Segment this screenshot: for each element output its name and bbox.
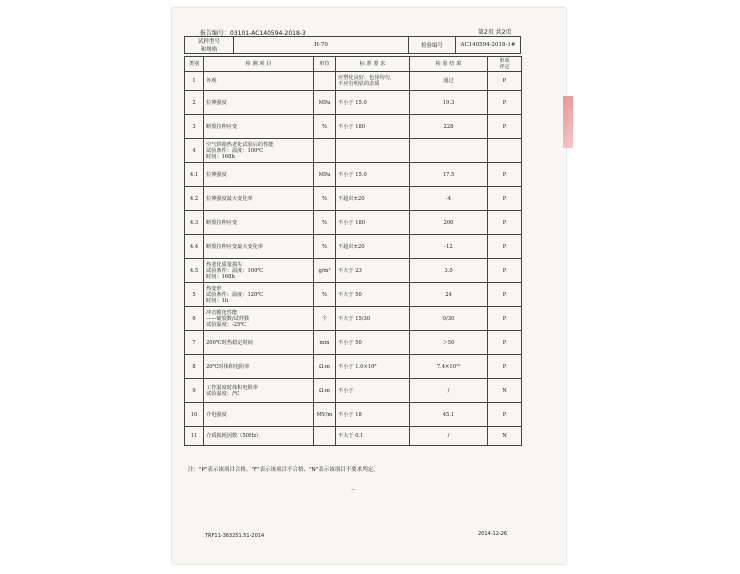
row-number: 9: [185, 379, 204, 403]
table-row: [185, 403, 522, 427]
row-result: 228: [410, 115, 488, 139]
row-result: 0/30: [410, 307, 488, 331]
test-results-table: [184, 56, 522, 446]
row-item: 断裂拉伸应变: [204, 115, 314, 139]
row-unit: %: [314, 187, 336, 211]
row-requirement: 不小于 15.0: [336, 91, 410, 115]
row-number: 5: [185, 283, 204, 307]
row-item: 外观: [204, 72, 314, 91]
row-item: 拉伸强度: [204, 91, 314, 115]
row-unit: [314, 427, 336, 446]
report-number: 报告编号：03101-AC140594-2018-3: [200, 30, 306, 37]
table-row: [185, 355, 522, 379]
row-requirement: 不小于 50: [336, 331, 410, 355]
row-number: 6: [185, 307, 204, 331]
table-row: [185, 163, 522, 187]
report-date: 2014-12-26: [478, 531, 508, 537]
row-requirement: 不超出±20: [336, 187, 410, 211]
row-result: 200: [410, 211, 488, 235]
row-number: 2: [185, 91, 204, 115]
col-result: 检 验 结 果: [410, 57, 488, 72]
row-number: 4.2: [185, 187, 204, 211]
row-unit: %: [314, 235, 336, 259]
row-item: 20℃时体积电阻率: [204, 355, 314, 379]
row-unit: MV/m: [314, 403, 336, 427]
row-result: [410, 139, 488, 163]
row-number: 10: [185, 403, 204, 427]
sample-info-table: [184, 36, 521, 54]
table-row: [185, 331, 522, 355]
row-unit: %: [314, 283, 336, 307]
row-requirement: 不大于 50: [336, 283, 410, 307]
row-verdict: N: [488, 427, 522, 446]
row-unit: %: [314, 211, 336, 235]
table-row: [185, 187, 522, 211]
table-row: [185, 427, 522, 446]
row-item: 200℃时热稳定时间: [204, 331, 314, 355]
model-value: H-70: [234, 37, 409, 54]
row-unit: Ω·m: [314, 355, 336, 379]
form-number: TRF11-363251.51-2014: [205, 533, 265, 539]
row-result: 3.0: [410, 259, 488, 283]
row-item: 热老化质量损失 试验条件：温度：100℃ 时间：168h: [204, 259, 314, 283]
row-requirement: 不小于 15.0: [336, 163, 410, 187]
row-requirement: 不大于 23: [336, 259, 410, 283]
table-row: [185, 283, 522, 307]
row-requirement: 不小于 1.0×10⁸: [336, 355, 410, 379]
row-result: -12: [410, 235, 488, 259]
row-requirement: 不小于 180: [336, 211, 410, 235]
table-row: [185, 379, 522, 403]
test-no-label: 检验编号: [409, 37, 456, 54]
row-unit: MPa: [314, 91, 336, 115]
row-verdict: P: [488, 259, 522, 283]
row-item: 拉伸强度: [204, 163, 314, 187]
row-verdict: P: [488, 115, 522, 139]
table-row: [185, 235, 522, 259]
table-row: [185, 211, 522, 235]
row-result: 24: [410, 283, 488, 307]
seal-stamp: [563, 96, 573, 148]
row-result: /: [410, 379, 488, 403]
row-unit: [314, 72, 336, 91]
row-item: 空气烘箱热老化试验后的性能 试验条件：温度：100℃ 时间：168h: [204, 139, 314, 163]
row-verdict: P: [488, 163, 522, 187]
row-unit: g/m²: [314, 259, 336, 283]
row-unit: min: [314, 331, 336, 355]
row-unit: Ω·m: [314, 379, 336, 403]
page-mark: ~: [351, 487, 356, 493]
row-verdict: P: [488, 211, 522, 235]
table-row: [185, 115, 522, 139]
row-number: 4.5: [185, 259, 204, 283]
row-requirement: 不小于: [336, 379, 410, 403]
row-number: 4: [185, 139, 204, 163]
footnote: 注："P"表示该项目合格、"F"表示该项目不合格、"N"表示该项目不要求判定。: [188, 467, 379, 473]
row-verdict: P: [488, 72, 522, 91]
table-header-row: [185, 57, 522, 72]
row-verdict: [488, 139, 522, 163]
row-result: 17.5: [410, 163, 488, 187]
row-item: 断裂拉伸应变: [204, 211, 314, 235]
row-number: 3: [185, 115, 204, 139]
row-item: 断裂拉伸应变最大变化率: [204, 235, 314, 259]
row-unit: MPa: [314, 163, 336, 187]
row-verdict: N: [488, 379, 522, 403]
table-row: [185, 91, 522, 115]
row-number: 8: [185, 355, 204, 379]
model-label: 试样型号 和规格: [185, 37, 234, 54]
row-number: 4.1: [185, 163, 204, 187]
row-item: 热变形 试验条件：温度：120℃ 时间：1h: [204, 283, 314, 307]
row-requirement: 不小于 18: [336, 403, 410, 427]
row-number: 4.3: [185, 211, 204, 235]
row-requirement: 不大于 15/30: [336, 307, 410, 331]
row-requirement: 不超出±20: [336, 235, 410, 259]
row-result: -4: [410, 187, 488, 211]
row-number: 1: [185, 72, 204, 91]
row-verdict: P: [488, 235, 522, 259]
table-row: [185, 307, 522, 331]
row-result: /: [410, 427, 488, 446]
row-item: 介质损耗因数（50Hz）: [204, 427, 314, 446]
test-no-value: AC140594-2018-1#: [456, 37, 521, 54]
col-category: 类别: [185, 57, 204, 72]
row-result: 通过: [410, 72, 488, 91]
row-requirement: [336, 139, 410, 163]
table-row: [185, 139, 522, 163]
row-requirement: 不大于 0.1: [336, 427, 410, 446]
row-verdict: P: [488, 403, 522, 427]
row-item: 拉伸强度最大变化率: [204, 187, 314, 211]
row-unit: 个: [314, 307, 336, 331]
col-verdict: 单项 评定: [488, 57, 522, 72]
row-requirement: 应塑化良好、色泽均匀， 不应有明显的杂质: [336, 72, 410, 91]
row-number: 7: [185, 331, 204, 355]
col-requirement: 标 准 要 求: [336, 57, 410, 72]
row-number: 11: [185, 427, 204, 446]
row-unit: [314, 139, 336, 163]
row-item: 工作温度时体积电阻率 试验温度：/℃: [204, 379, 314, 403]
row-item: 介电强度: [204, 403, 314, 427]
row-unit: %: [314, 115, 336, 139]
row-result: 7.4×10¹⁰: [410, 355, 488, 379]
row-verdict: P: [488, 91, 522, 115]
row-verdict: P: [488, 187, 522, 211]
row-verdict: P: [488, 331, 522, 355]
col-item: 检 测 项 目: [204, 57, 314, 72]
row-result: ＞50: [410, 331, 488, 355]
table-row: [185, 259, 522, 283]
page-number: 第2页 共2页: [478, 29, 512, 36]
row-item: 冲击脆化性能 ——破裂数/试样数 试验温度：-25℃: [204, 307, 314, 331]
row-verdict: P: [488, 283, 522, 307]
row-number: 4.4: [185, 235, 204, 259]
row-requirement: 不小于 180: [336, 115, 410, 139]
row-result: 45.1: [410, 403, 488, 427]
row-verdict: P: [488, 307, 522, 331]
row-result: 19.3: [410, 91, 488, 115]
row-verdict: P: [488, 355, 522, 379]
table-row: [185, 72, 522, 91]
col-unit: 单位: [314, 57, 336, 72]
